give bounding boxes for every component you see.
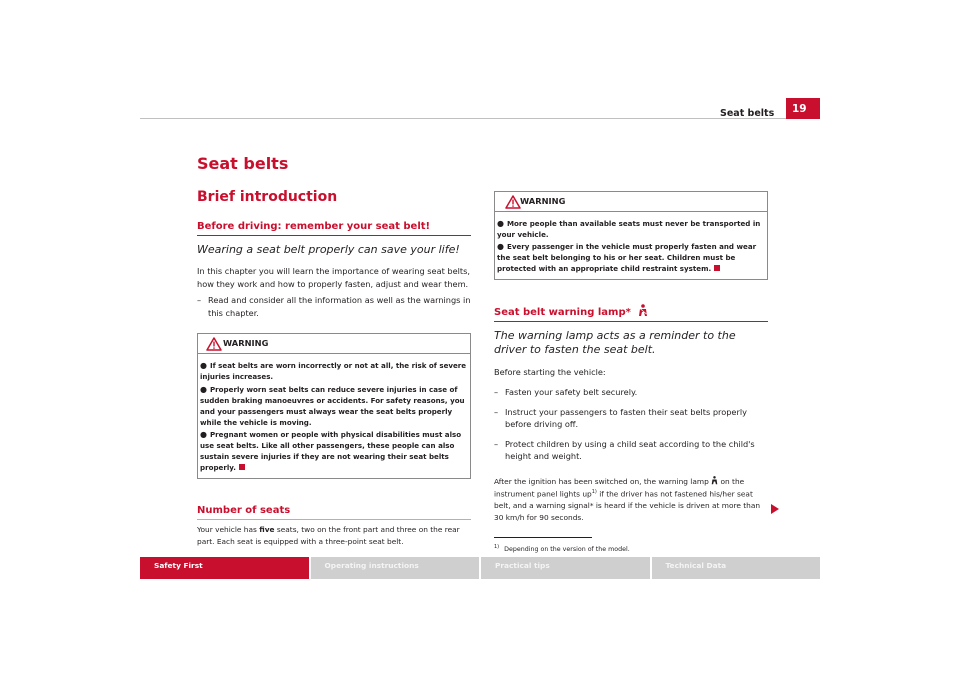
warning-item: ● More people than available seats must never be transported in your vehicle. [497, 219, 761, 240]
before-driving-heading: Before driving: remember your seat belt! [197, 221, 471, 236]
list-item: – Protect children by using a child seat according to the child's height and weight. [494, 438, 755, 462]
footnote: $^{1)}$ Depending on the version of the model. [494, 544, 630, 554]
warning-label: WARNING [223, 338, 269, 349]
tab-technical-data[interactable]: Technical Data [652, 557, 821, 579]
warning-triangle-icon [206, 337, 222, 351]
bullet-icon: ● [497, 219, 504, 228]
tab-practical-tips[interactable]: Practical tips [481, 557, 650, 579]
page-number: 19 [786, 98, 820, 119]
warning-header [495, 192, 767, 212]
right-column [494, 191, 768, 554]
bullet-icon: ● [200, 384, 207, 394]
seat-belt-person-icon [711, 476, 718, 485]
warning-lamp-note: After the ignition has been switched on, the warning lamp on the instrument panel lights $up^{1)}$ if the driver has not fastened his/her seat belt, and a warning signal* is heard if the vehicle is driven at more than 30 km/h for 90 seconds. [494, 477, 761, 522]
list-item: – Read and consider all the information as well as the warnings in this chapter. [197, 295, 471, 318]
left-column [197, 221, 471, 547]
number-of-seats-heading: Number of seats [197, 505, 471, 520]
running-header: Seat belts [720, 108, 775, 119]
seat-belt-warning-lamp-heading: Seat belt warning lamp* [494, 304, 768, 322]
lamp-intro: The warning lamp acts as a reminder to the driver to fasten the seat belt. [494, 329, 736, 357]
warning-item: ● Pregnant women or people with physical disabilities must also use seat belts. Like all other passengers, these people can also sustain severe injuries if they are not wearing their seat belts properly. [200, 429, 462, 473]
warning-header [198, 334, 470, 354]
before-driving-intro: Wearing a seat belt properly can save your life! [197, 243, 460, 256]
next-page-arrow-icon[interactable] [771, 504, 779, 514]
chapter-title: Brief introduction [197, 189, 338, 205]
warning-item: ● Every passenger in the vehicle must properly fasten and wear the seat belt belonging to his or her seat. Children must be protected with an appropriate child restraint system. [497, 242, 757, 274]
seats-paragraph: Your vehicle has five seats, two on the front part and three on the rear part. Each seat is equipped with a three-point seat belt. [197, 525, 460, 546]
bullet-icon: ● [497, 242, 504, 252]
bullet-icon: ● [200, 361, 207, 371]
section-end-icon [714, 265, 720, 271]
bullet-icon: ● [200, 429, 207, 439]
section-end-icon [239, 464, 245, 470]
list-item: – Instruct your passengers to fasten their seat belts properly before driving off. [494, 406, 747, 430]
list-item: – Fasten your safety belt securely. [494, 387, 638, 398]
warning-item: ● Properly worn seat belts can reduce severe injuries in case of sudden braking manoeuvres or accidents. For safety reasons, you and your passengers must always wear the seat belts properly while the vehicle is moving. [200, 384, 465, 427]
tab-safety-first[interactable]: Safety First [140, 557, 309, 579]
warning-box [494, 191, 768, 280]
tab-operating-instructions[interactable]: Operating instructions [311, 557, 480, 579]
lamp-lead-text: Before starting the vehicle: [494, 367, 606, 378]
intro-paragraph: In this chapter you will learn the importance of wearing seat belts, how they work and how to properly fasten, adjust and wear them. [197, 266, 470, 289]
header-rule [140, 118, 820, 119]
seat-belt-person-icon [638, 304, 648, 317]
warning-item: ● If seat belts are worn incorrectly or not at all, the risk of severe injuries increases. [200, 361, 467, 382]
warning-box [197, 333, 471, 479]
section-title: Seat belts [197, 154, 289, 173]
warning-label: WARNING [520, 196, 566, 206]
footer-nav [140, 557, 820, 579]
warning-triangle-icon [505, 195, 521, 209]
footnote-divider [494, 537, 592, 538]
